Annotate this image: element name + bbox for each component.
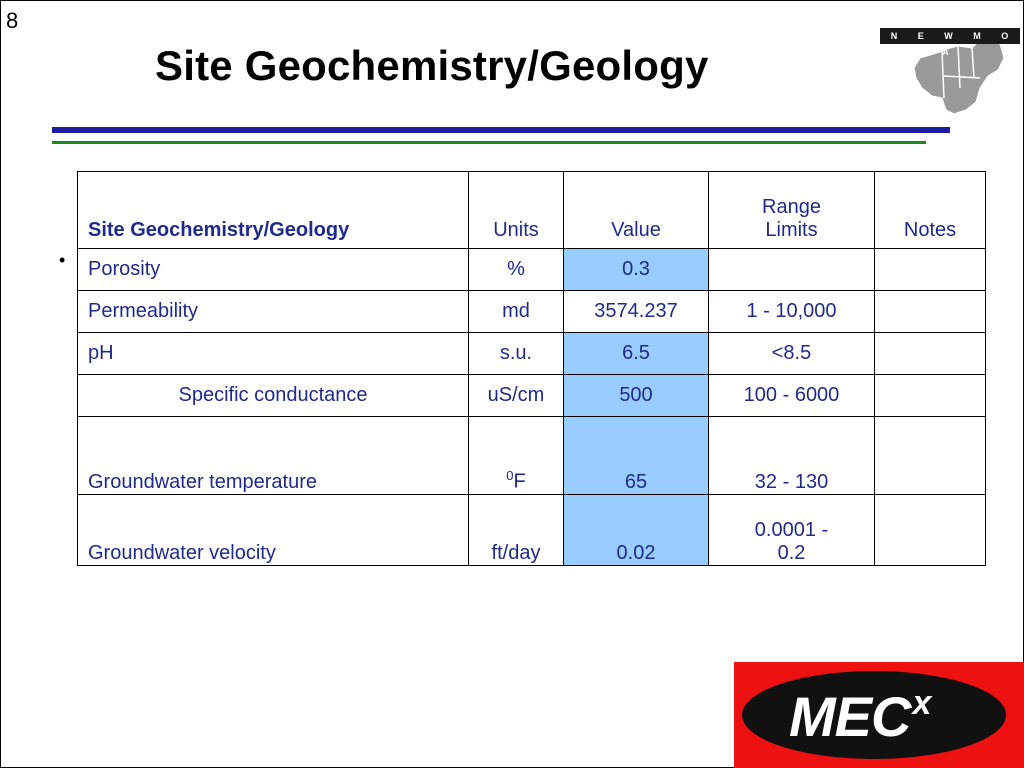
table-row	[78, 417, 986, 495]
cell-name: Groundwater velocity	[78, 495, 469, 566]
mecx-superscript: x	[912, 684, 931, 722]
units-text: F	[513, 471, 526, 493]
header-notes: Notes	[875, 172, 986, 249]
slide-number: 8	[6, 8, 19, 33]
cell-range	[709, 249, 875, 291]
table-row	[78, 495, 986, 566]
header-range-line2: Limits	[765, 219, 818, 241]
cell-notes	[875, 249, 986, 291]
cell-range: 100 - 6000	[709, 375, 875, 417]
cell-name: Specific conductance	[78, 375, 469, 417]
geochemistry-table	[77, 171, 986, 566]
cell-name: Groundwater temperature	[78, 417, 469, 495]
cell-units	[469, 417, 564, 495]
cell-value: 500	[564, 375, 709, 417]
table-header-row	[78, 172, 986, 249]
table-row	[78, 333, 986, 375]
cell-notes	[875, 333, 986, 375]
title-rule-green	[52, 141, 926, 144]
mecx-wordmark	[789, 684, 930, 749]
header-name: Site Geochemistry/Geology	[78, 172, 469, 249]
header-value: Value	[564, 172, 709, 249]
degree-superscript: 0	[506, 468, 514, 484]
cell-units: s.u.	[469, 333, 564, 375]
range-line2: 0.2	[777, 542, 806, 564]
cell-units: %	[469, 249, 564, 291]
cell-value: 6.5	[564, 333, 709, 375]
newmoa-logo	[880, 18, 1020, 118]
header-range-line1: Range	[762, 196, 821, 218]
title-rule-blue	[52, 127, 950, 133]
mecx-main-text: MEC	[789, 685, 911, 748]
cell-value: 0.3	[564, 249, 709, 291]
header-units: Units	[469, 172, 564, 249]
cell-range: 32 - 130	[709, 417, 875, 495]
table-row	[78, 249, 986, 291]
header-range	[709, 172, 875, 249]
cell-value: 65	[564, 417, 709, 495]
cell-name: Porosity	[78, 249, 469, 291]
cell-range: <8.5	[709, 333, 875, 375]
table-row	[78, 291, 986, 333]
cell-value: 0.02	[564, 495, 709, 566]
bullet: •	[59, 250, 66, 270]
cell-units: uS/cm	[469, 375, 564, 417]
cell-units: md	[469, 291, 564, 333]
cell-notes	[875, 291, 986, 333]
cell-units: ft/day	[469, 495, 564, 566]
cell-notes	[875, 495, 986, 566]
cell-range: 1 - 10,000	[709, 291, 875, 333]
range-line1: 0.0001 -	[754, 519, 829, 541]
newmoa-band: N E W M O A	[880, 28, 1020, 44]
cell-name: pH	[78, 333, 469, 375]
cell-notes	[875, 417, 986, 495]
cell-name: Permeability	[78, 291, 469, 333]
slide-title: Site Geochemistry/Geology	[155, 42, 709, 89]
mecx-logo	[734, 662, 1024, 768]
table-row	[78, 375, 986, 417]
cell-range	[709, 495, 875, 566]
cell-notes	[875, 375, 986, 417]
cell-value: 3574.237	[564, 291, 709, 333]
